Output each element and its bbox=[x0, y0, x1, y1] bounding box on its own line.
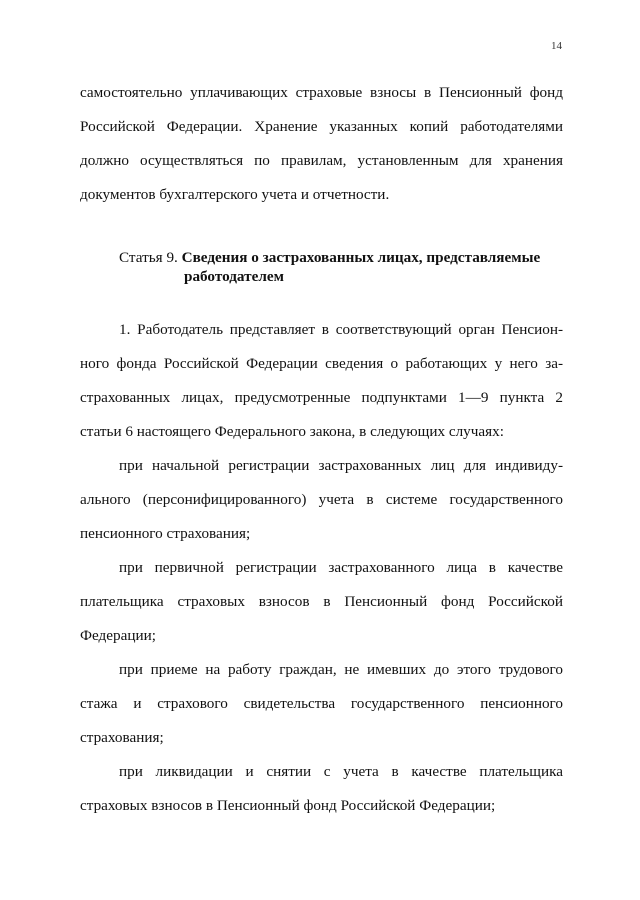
article-title-line-2: работодателем bbox=[184, 268, 284, 285]
case2-line-1: при первичной регистрации застрахованного лица в качестве bbox=[119, 559, 563, 576]
intro-line-3: должно осуществляться по правилам, установленным для хранения bbox=[80, 152, 563, 169]
paragraph1-line-3: страхованных лицах, предусмотренные подпунктами 1—9 пункта 2 bbox=[80, 389, 563, 406]
paragraph1-line-1: 1. Работодатель представляет в соответствующий орган Пенсион- bbox=[119, 321, 563, 338]
case2-line-3: Федерации; bbox=[80, 627, 156, 644]
case1-line-2: ального (персонифицированного) учета в системе государственного bbox=[80, 491, 563, 508]
case1-line-3: пенсионного страхования; bbox=[80, 525, 251, 542]
case2-line-2: плательщика страховых взносов в Пенсионный фонд Российской bbox=[80, 593, 563, 610]
paragraph1-line-4: статьи 6 настоящего Федерального закона, в следующих случаях: bbox=[80, 423, 504, 440]
case4-line-1: при ликвидации и снятии с учета в качестве плательщика bbox=[119, 763, 563, 780]
article-label: Статья 9. bbox=[119, 249, 178, 266]
paragraph1-line-2: ного фонда Российской Федерации сведения о работающих у него за- bbox=[80, 355, 563, 372]
case4-line-2: страховых взносов в Пенсионный фонд Российской Федерации; bbox=[80, 797, 496, 814]
case3-line-3: страхования; bbox=[80, 729, 164, 746]
case3-line-1: при приеме на работу граждан, не имевших до этого трудового bbox=[119, 661, 563, 678]
page-number: 14 bbox=[551, 40, 562, 52]
article-heading bbox=[119, 248, 540, 286]
intro-line-4: документов бухгалтерского учета и отчетности. bbox=[80, 186, 390, 203]
intro-line-2: Российской Федерации. Хранение указанных копий работодателями bbox=[80, 118, 563, 135]
article-title-line-1: Сведения о застрахованных лицах, представляемые bbox=[181, 249, 541, 266]
intro-line-1: самостоятельно уплачивающих страховые взносы в Пенсионный фонд bbox=[80, 84, 563, 101]
case1-line-1: при начальной регистрации застрахованных лиц для индивиду- bbox=[119, 457, 563, 474]
case3-line-2: стажа и страхового свидетельства государственного пенсионного bbox=[80, 695, 563, 712]
